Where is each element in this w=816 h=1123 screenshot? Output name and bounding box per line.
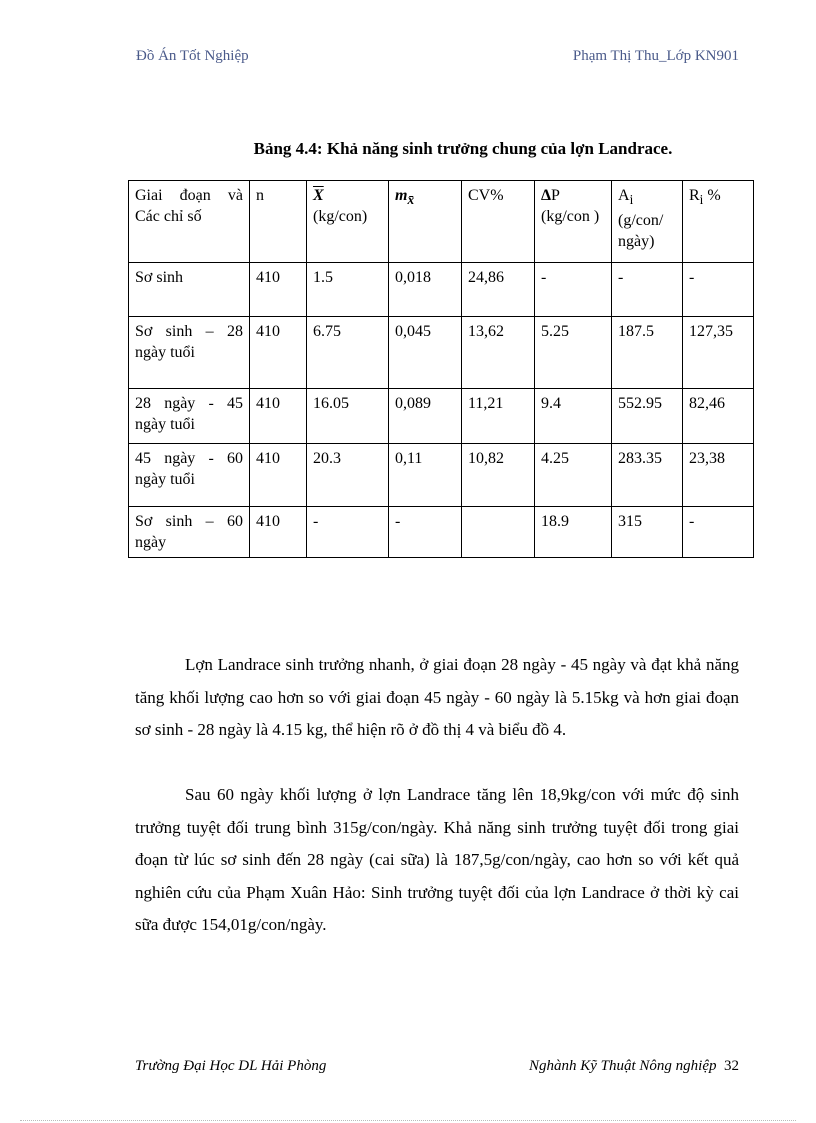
table-caption: Bảng 4.4: Khả năng sinh trưởng chung của lợn Landrace.: [253, 139, 673, 158]
x-bar-symbol: $\overline{X}$: [313, 187, 324, 204]
footer-school: Trường Đại Học DL Hải Phòng: [135, 1058, 327, 1074]
cell-x: -: [307, 507, 389, 558]
page-bottom-divider: [20, 1120, 796, 1121]
header-x: [307, 181, 389, 263]
header-a: [612, 181, 683, 263]
table-row: [129, 317, 754, 389]
table-row: [129, 444, 754, 507]
cell-m: 0,11: [389, 444, 462, 507]
table-row: [129, 263, 754, 317]
cell-n: 410: [250, 389, 307, 444]
m-subscript: x̄: [407, 192, 415, 208]
header-r: [683, 181, 754, 263]
cell-stage: Sơ sinh – 28 ngày tuổi: [129, 317, 250, 389]
cell-a: 315: [612, 507, 683, 558]
cell-r: -: [683, 507, 754, 558]
header-n: n: [250, 181, 307, 263]
cell-x: 20.3: [307, 444, 389, 507]
cell-dp: 4.25: [535, 444, 612, 507]
cell-dp: 18.9: [535, 507, 612, 558]
cell-stage: 28 ngày - 45 ngày tuổi: [129, 389, 250, 444]
cell-m: 0,018: [389, 263, 462, 317]
footer-department: Nghành Kỹ Thuật Nông nghiệp: [528, 1058, 717, 1074]
cell-n: 410: [250, 507, 307, 558]
page-number: 32: [724, 1058, 739, 1074]
cell-stage: Sơ sinh – 60 ngày: [129, 507, 250, 558]
growth-table: [128, 180, 754, 558]
x-unit: (kg/con): [313, 208, 368, 225]
cell-a: 552.95: [612, 389, 683, 444]
r-symbol: R: [689, 187, 700, 204]
paragraph-growth-comparison: Lợn Landrace sinh trưởng nhanh, ở giai đoạn 28 ngày - 45 ngày và đạt khả năng tăng khối lượng cao hơn so với giai đoạn 45 ngày - 60 ngày là 5.15kg và hơn giai đoạn sơ sinh - 28 ngày là 4.15 kg, thể hiện rõ ở đồ thị 4 và biểu đồ 4.: [135, 655, 739, 739]
header-delta-p: [535, 181, 612, 263]
cell-dp: 9.4: [535, 389, 612, 444]
m-symbol: m: [395, 187, 408, 204]
cell-cv: [462, 507, 535, 558]
a-symbol: A: [618, 187, 630, 204]
cell-n: 410: [250, 317, 307, 389]
cell-dp: -: [535, 263, 612, 317]
table-row: [129, 507, 754, 558]
cell-dp: 5.25: [535, 317, 612, 389]
cell-m: 0,089: [389, 389, 462, 444]
cell-r: -: [683, 263, 754, 317]
cell-m: -: [389, 507, 462, 558]
cell-cv: 24,86: [462, 263, 535, 317]
cell-m: 0,045: [389, 317, 462, 389]
delta-symbol: Δ: [541, 187, 552, 204]
header-left: Đồ Án Tốt Nghiệp: [136, 48, 249, 64]
header-right: Phạm Thị Thu_Lớp KN901: [572, 48, 739, 64]
cell-x: 16.05: [307, 389, 389, 444]
cell-cv: 11,21: [462, 389, 535, 444]
cell-x: 6.75: [307, 317, 389, 389]
cell-cv: 10,82: [462, 444, 535, 507]
cell-n: 410: [250, 263, 307, 317]
cell-stage: Sơ sinh: [129, 263, 250, 317]
cell-n: 410: [250, 444, 307, 507]
a-subscript: i: [629, 192, 634, 208]
cell-r: 82,46: [683, 389, 754, 444]
paragraph-absolute-growth: Sau 60 ngày khối lượng ở lợn Landrace tăng lên 18,9kg/con với mức độ sinh trưởng tuyệt đối trung bình 315g/con/ngày. Khả năng sinh trưởng tuyệt đối trong giai đoạn từ lúc sơ sinh đến 28 ngày (cai sữa) là 187,5g/con/ngày, cao hơn so với kết quả nghiên cứu của Phạm Xuân Hảo: Sinh trưởng tuyệt đối của lợn Landrace ở thời kỳ cai sữa được 154,01g/con/ngày.: [135, 785, 739, 934]
cell-a: 187.5: [612, 317, 683, 389]
cell-cv: 13,62: [462, 317, 535, 389]
cell-a: -: [612, 263, 683, 317]
cell-stage: 45 ngày - 60 ngày tuổi: [129, 444, 250, 507]
r-unit: %: [703, 187, 721, 204]
table-header-row: [129, 181, 754, 263]
a-unit: (g/con/ ngày): [618, 212, 664, 251]
cell-r: 23,38: [683, 444, 754, 507]
cell-x: 1.5: [307, 263, 389, 317]
header-m: [389, 181, 462, 263]
header-stage: Giai đoạn và Các chỉ số: [129, 181, 250, 263]
r-subscript: i: [699, 192, 704, 208]
table-row: [129, 389, 754, 444]
header-cv: CV%: [462, 181, 535, 263]
cell-r: 127,35: [683, 317, 754, 389]
footer-right: [529, 1058, 739, 1075]
delta-p-label: P (kg/con ): [541, 187, 600, 225]
cell-a: 283.35: [612, 444, 683, 507]
